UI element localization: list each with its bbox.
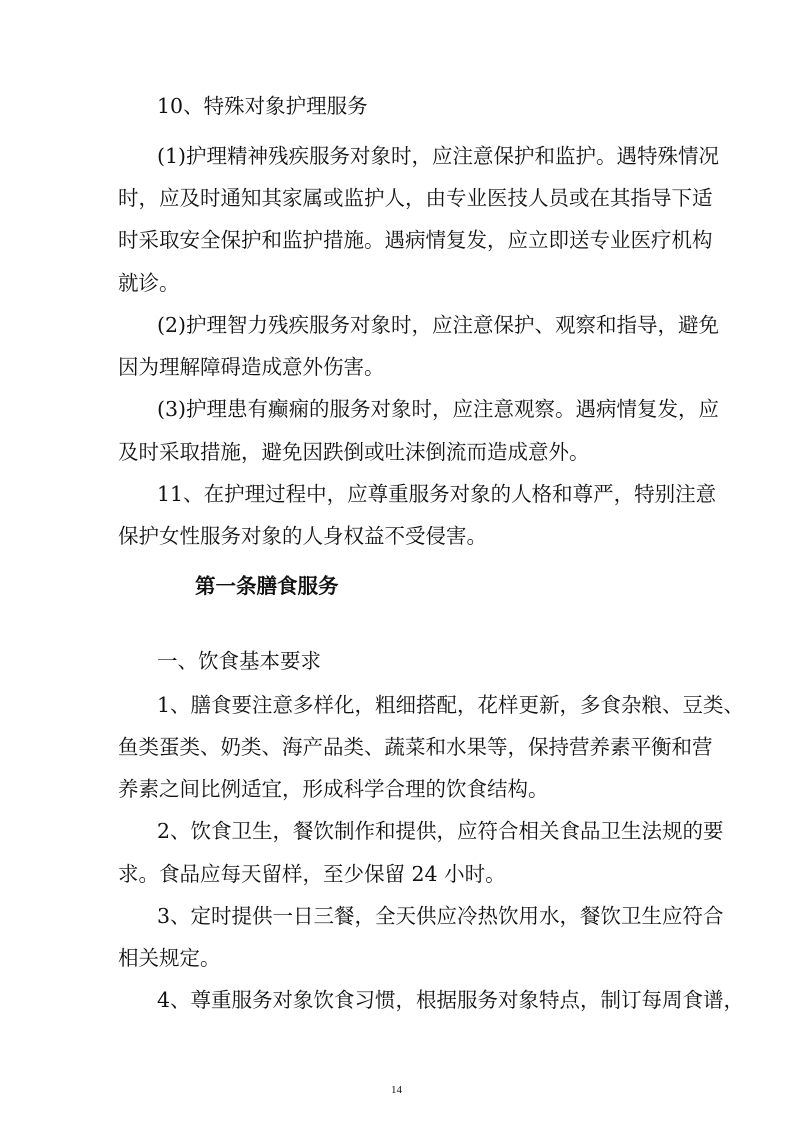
paragraph-line: 因为理解障碍造成意外伤害。 xyxy=(118,355,385,379)
paragraph-line: 求。食品应每天留样，至少保留 24 小时。 xyxy=(118,862,506,886)
paragraph-line: 1、膳食要注意多样化，粗细搭配，花样更新，多食杂粮、豆类、 xyxy=(157,693,745,717)
section-heading: 10、特殊对象护理服务 xyxy=(157,94,368,118)
page-number: 14 xyxy=(391,1084,402,1096)
paragraph-line: 保护女性服务对象的人身权益不受侵害。 xyxy=(118,524,487,548)
paragraph-line: 2、饮食卫生，餐饮制作和提供，应符合相关食品卫生法规的要 xyxy=(157,819,724,843)
paragraph-line: 3、定时提供一日三餐，全天供应冷热饮用水，餐饮卫生应符合 xyxy=(157,904,724,928)
paragraph-line: 就诊。 xyxy=(118,271,180,295)
paragraph-line: 11、在护理过程中，应尊重服务对象的人格和尊严，特别注意 xyxy=(157,482,717,506)
paragraph-line: 时采取安全保护和监护措施。遇病情复发，应立即送专业医疗机构 xyxy=(118,228,713,252)
subsection-heading: 一、饮食基本要求 xyxy=(157,649,321,673)
paragraph-line: 时，应及时通知其家属或监护人，由专业医技人员或在其指导下适 xyxy=(118,186,713,210)
paragraph-line: 4、尊重服务对象饮食习惯，根据服务对象特点，制订每周食谱， xyxy=(157,988,745,1012)
paragraph-line: 及时采取措施，避免因跌倒或吐沫倒流而造成意外。 xyxy=(118,440,590,464)
paragraph-line: (3)护理患有癫痫的服务对象时，应注意观察。遇病情复发，应 xyxy=(157,397,720,421)
paragraph-line: (2)护理智力残疾服务对象时，应注意保护、观察和指导，避免 xyxy=(157,313,720,337)
paragraph-line: 养素之间比例适宜，形成科学合理的饮食结构。 xyxy=(118,777,549,801)
paragraph-line: 相关规定。 xyxy=(118,946,221,970)
chapter-heading: 第一条膳食服务 xyxy=(195,574,339,598)
paragraph-line: (1)护理精神残疾服务对象时，应注意保护和监护。遇特殊情况 xyxy=(157,144,720,168)
paragraph-line: 鱼类蛋类、奶类、海产品类、蔬菜和水果等，保持营养素平衡和营 xyxy=(118,735,713,759)
